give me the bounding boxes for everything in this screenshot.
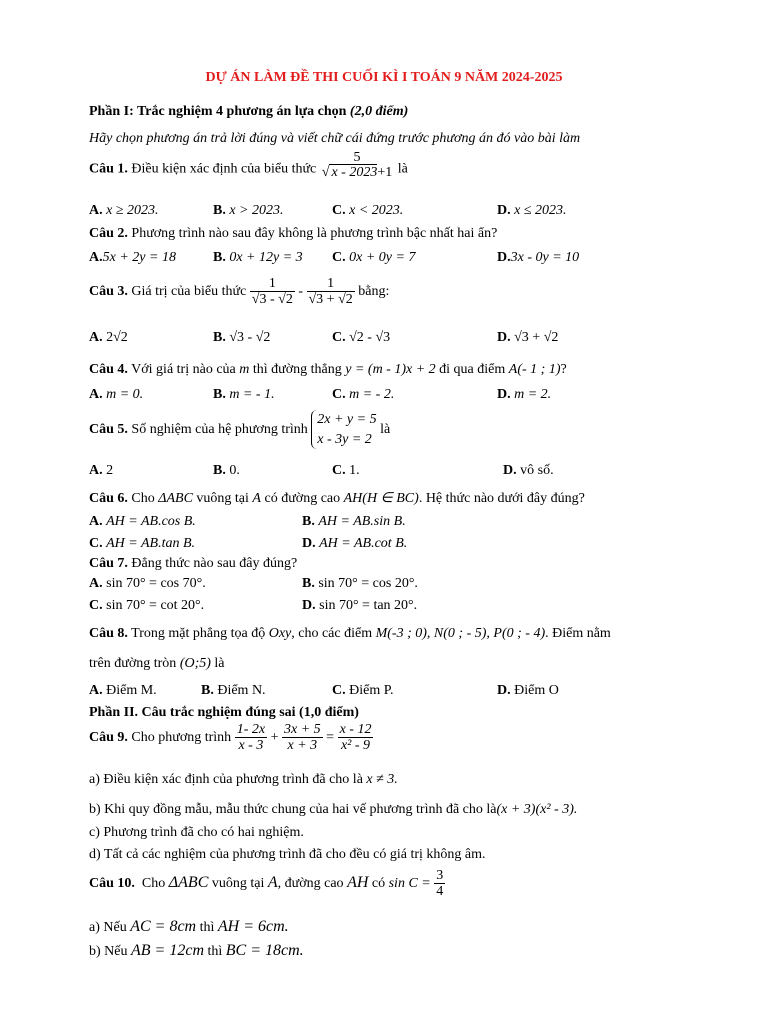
q9-statement-c[interactable]: c) Phương trình đã cho có hai nghiệm. [89, 825, 304, 840]
q2-option-c[interactable]: C. 0x + 0y = 7 [332, 250, 416, 265]
q7-option-d[interactable]: D. sin 70° = tan 20°. [302, 598, 418, 613]
q1-option-a[interactable]: A. x ≥ 2023. [89, 203, 159, 218]
q2-option-b[interactable]: B. 0x + 12y = 3 [213, 250, 303, 265]
q9-statement-d[interactable]: d) Tất cả các nghiệm của phương trình đã cho đều có giá trị không âm. [89, 847, 486, 862]
part1-instruction: Hãy chọn phương án trả lời đúng và viết chữ cái đứng trước phương án đó vào bài làm [89, 131, 581, 146]
q7-option-a[interactable]: A. sin 70° = cos 70°. [89, 576, 206, 591]
q7-option-b[interactable]: B. sin 70° = cos 20°. [302, 576, 418, 591]
question-10: Câu 10. Cho ΔABC vuông tại A, đường cao AH có sin C = $\frac{3}{4}$ [89, 868, 444, 900]
q5-option-c[interactable]: C. 1. [332, 463, 360, 478]
q5-option-d[interactable]: D. vô số. [503, 463, 554, 478]
q6-option-c[interactable]: C. AH = AB.tan B. [89, 536, 196, 551]
question-4: Câu 4. Với giá trị nào của m thì đường thẳng y = (m - 1)x + 2 đi qua điểm A(- 1 ; 1)? [89, 362, 567, 377]
q8-option-c[interactable]: C. Điểm P. [332, 683, 394, 698]
part1-heading: Phần I: Trắc nghiệm 4 phương án lựa chọn (2,0 điểm) [89, 104, 409, 119]
q4-option-a[interactable]: A. m = 0. [89, 387, 144, 402]
question-6: Câu 6. Cho ΔABC vuông tại A có đường cao AH(H ∈ BC). Hệ thức nào dưới đây đúng? [89, 491, 585, 506]
question-5: Câu 5. Số nghiệm của hệ phương trình 2x + y = 5 x - 3y = 2 là [89, 410, 390, 449]
exam-title: DỰ ÁN LÀM ĐỀ THI CUỐI KÌ I TOÁN 9 NĂM 2024-2025 [205, 70, 563, 85]
q10-statement-b[interactable]: b) Nếu AB = 12cm thì BC = 18cm. [89, 942, 304, 959]
question-2: Câu 2. Phương trình nào sau đây không là phương trình bậc nhất hai ẩn? [89, 226, 498, 241]
q6-option-d[interactable]: D. AH = AB.cot B. [302, 536, 408, 551]
q7-option-c[interactable]: C. sin 70° = cot 20°. [89, 598, 205, 613]
q3-option-a[interactable]: A. 2√2 [89, 330, 128, 345]
question-8: Câu 8. Trong mặt phẳng tọa độ Oxy, cho các điểm M(-3 ; 0), N(0 ; - 5), P(0 ; - 4). Điểm nằm [89, 626, 611, 641]
q6-option-b[interactable]: B. AH = AB.sin B. [302, 514, 406, 529]
equation-system: 2x + y = 5 x - 3y = 2 [311, 410, 376, 449]
q5-option-a[interactable]: A. 2 [89, 463, 114, 478]
q5-option-b[interactable]: B. 0. [213, 463, 240, 478]
part2-heading: Phần II. Câu trắc nghiệm đúng sai (1,0 điểm) [89, 705, 359, 720]
question-7: Câu 7. Đẳng thức nào sau đây đúng? [89, 556, 298, 571]
question-3: Câu 3. Giá trị của biểu thức $\frac{1}{√3 - √2}$ - $\frac{1}{√3 + √2}$ bằng: [89, 276, 390, 308]
q4-option-d[interactable]: D. m = 2. [497, 387, 552, 402]
q3-option-d[interactable]: D. √3 + √2 [497, 330, 559, 345]
question-8-line2: trên đường tròn (O;5) là [89, 656, 225, 671]
q1-option-c[interactable]: C. x < 2023. [332, 203, 404, 218]
q8-option-d[interactable]: D. Điểm O [497, 683, 559, 698]
q9-statement-a[interactable]: a) Điều kiện xác định của phương trình đã cho là x ≠ 3. [89, 772, 398, 787]
q4-option-b[interactable]: B. m = - 1. [213, 387, 275, 402]
question-9: Câu 9. Cho phương trình $\frac{1- 2x}{x - 3}$ + $\frac{3x + 5}{x + 3}$ = $\frac{x - 12}{\text{x² - 9}}$ [89, 722, 372, 754]
q8-option-b[interactable]: B. Điểm N. [201, 683, 266, 698]
q10-statement-a[interactable]: a) Nếu AC = 8cm thì AH = 6cm. [89, 918, 289, 935]
q1-option-b[interactable]: B. x > 2023. [213, 203, 284, 218]
q3-option-b[interactable]: B. √3 - √2 [213, 330, 271, 345]
q2-option-a[interactable]: A.5x + 2y = 18 [89, 250, 176, 265]
q9-statement-b[interactable]: b) Khi quy đồng mẫu, mẫu thức chung của hai vế phương trình đã cho là(x + 3)(x² - 3). [89, 802, 578, 817]
q2-option-d[interactable]: D.3x - 0y = 10 [497, 250, 580, 265]
q4-option-c[interactable]: C. m = - 2. [332, 387, 395, 402]
q8-option-a[interactable]: A. Điểm M. [89, 683, 157, 698]
q6-option-a[interactable]: A. AH = AB.cos B. [89, 514, 196, 529]
question-1: Câu 1. Điều kiện xác định của biểu thức 5 √ x - 2023+1 là [89, 150, 408, 181]
q1-option-d[interactable]: D. x ≤ 2023. [497, 203, 567, 218]
q3-option-c[interactable]: C. √2 - √3 [332, 330, 391, 345]
